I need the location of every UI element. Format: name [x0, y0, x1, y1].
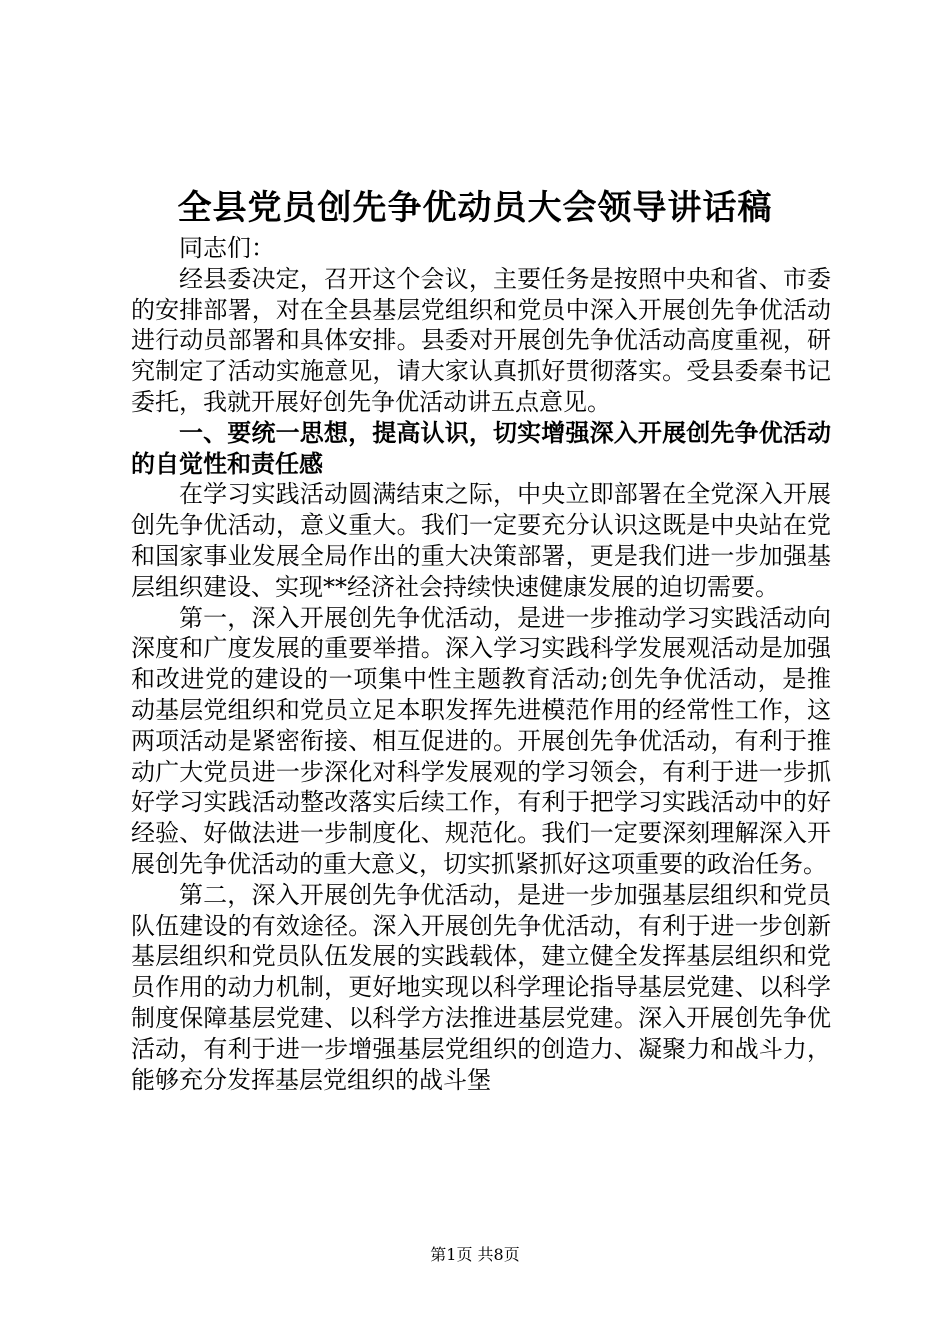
- paragraph-intro: 经县委决定，召开这个会议，主要任务是按照中央和省、市委的安排部署，对在全县基层党组织和党员中深入开展创先争优活动进行动员部署和具体安排。县委对开展创先争优活动高度重视，研究制定了活动实施意见，请大家认真抓好贯彻落实。受县委秦书记委托，我就开展好创先争优活动讲五点意见。: [131, 264, 831, 416]
- page-footer: 第1页 共8页: [430, 1245, 520, 1264]
- document-body: [131, 233, 831, 1095]
- paragraph-point-1: 第一，深入开展创先争优活动，是进一步推动学习实践活动向深度和广度发展的重要举措。深入学习实践科学发展观活动是加强和改进党的建设的一项集中性主题教育活动;创先争优活动，是推动基层党组织和党员立足本职发挥先进模范作用的经常性工作，这两项活动是紧密衔接、相互促进的。开展创先争优活动，有利于推动广大党员进一步深化对科学发展观的学习领会，有利于进一步抓好学习实践活动整改落实后续工作，有利于把学习实践活动中的好经验、好做法进一步制度化、规范化。我们一定要深刻理解深入开展创先争优活动的重大意义，切实抓紧抓好这项重要的政治任务。: [131, 603, 831, 878]
- section-heading-1: 一、要统一思想，提高认识，切实增强深入开展创先争优活动的自觉性和责任感: [131, 418, 831, 478]
- paragraph-point-2: 第二，深入开展创先争优活动，是进一步加强基层组织和党员队伍建设的有效途径。深入开展创先争优活动，有利于进一步创新基层组织和党员队伍发展的实践载体，建立健全发挥基层组织和党员作用的动力机制，更好地实现以科学理论指导基层党建、以科学制度保障基层党建、以科学方法推进基层党建。深入开展创先争优活动，有利于进一步增强基层党组织的创造力、凝聚力和战斗力，能够充分发挥基层党组织的战斗堡: [131, 880, 831, 1094]
- paragraph-context: 在学习实践活动圆满结束之际，中央立即部署在全党深入开展创先争优活动，意义重大。我们一定要充分认识这既是中央站在党和国家事业发展全局作出的重大决策部署，更是我们进一步加强基层组织建设、实现**经济社会持续快速健康发展的迫切需要。: [131, 480, 831, 601]
- salutation: 同志们：: [179, 234, 275, 262]
- document-title: 全县党员创先争优动员大会领导讲话稿: [177, 188, 773, 228]
